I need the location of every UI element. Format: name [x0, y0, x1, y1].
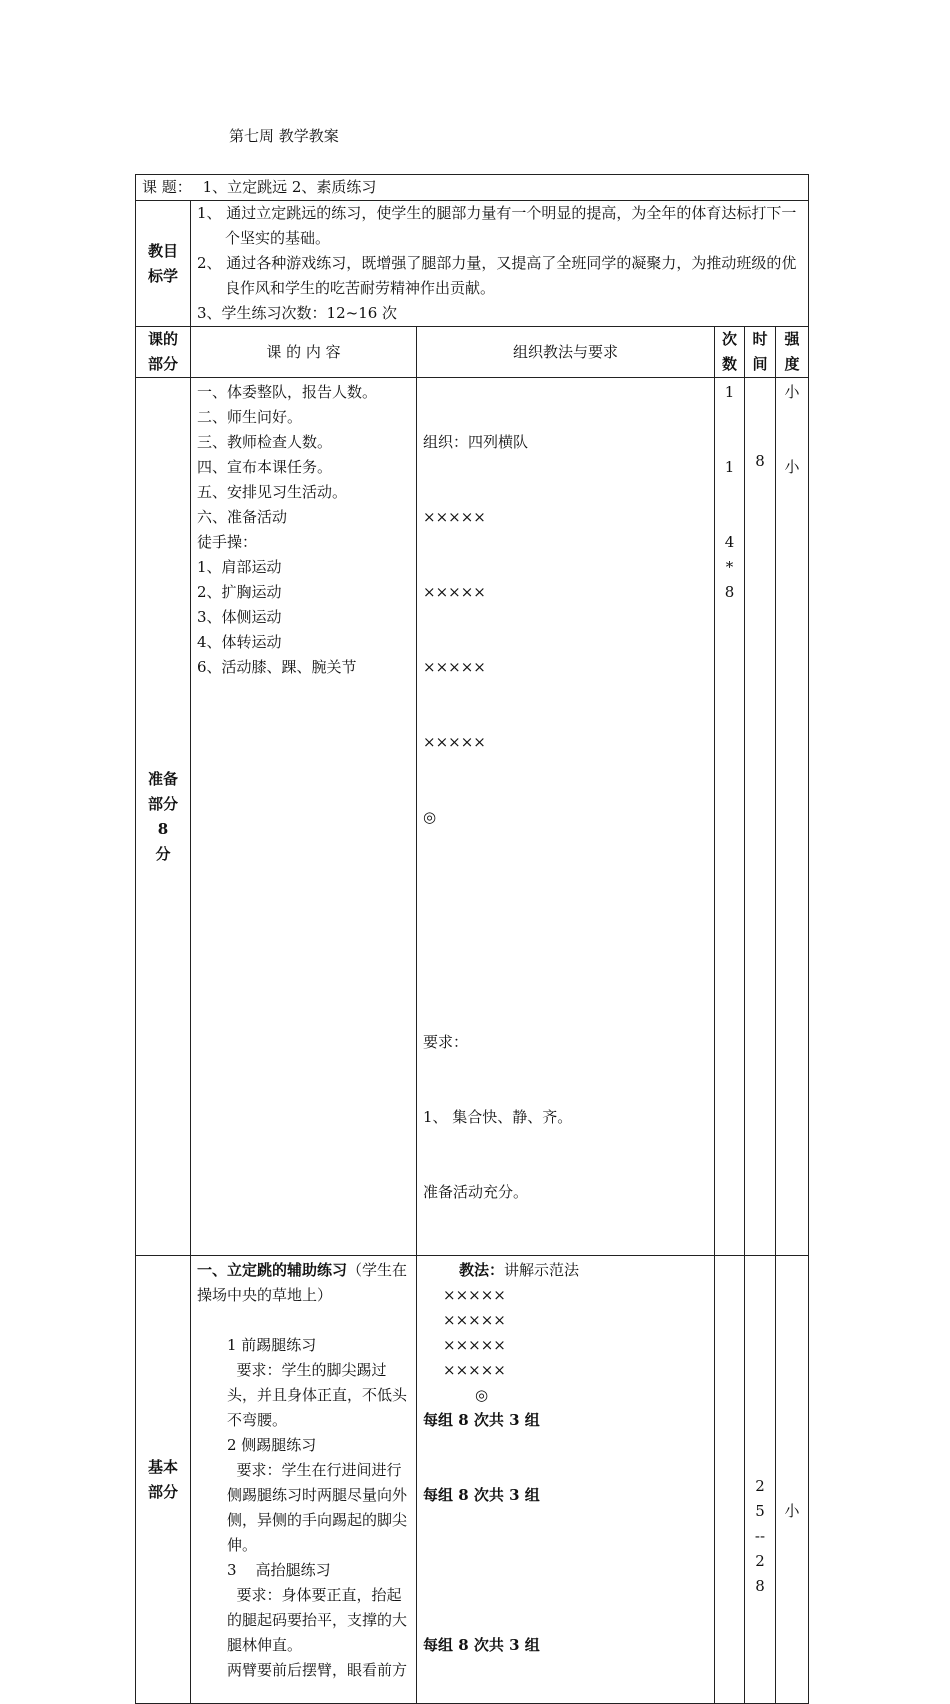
header-part: 课的 部分	[136, 327, 191, 378]
exercise-title: 2 侧踢腿练习	[227, 1436, 317, 1454]
basic-method: 教法：讲解示范法 ××××× ××××× ××××× ××××× ◎ 每组 8 次共 3 组 每组 8 次共 3 组 每组 8 次共 3 组	[417, 1256, 715, 1704]
prep-step: 徒手操：	[197, 533, 258, 551]
goal-item: 3、学生练习次数：12~16 次	[197, 304, 398, 322]
teacher-marker: ◎	[423, 808, 437, 826]
topic-row	[136, 175, 809, 201]
header-time: 时 间	[745, 327, 776, 378]
topic-value: 1、立定跳远 2、素质练习	[202, 178, 377, 196]
basic-row	[136, 1256, 809, 1704]
formation-row: ×××××	[423, 733, 486, 751]
header-content: 课 的 内 容	[191, 327, 417, 378]
header-count: 次 数	[715, 327, 745, 378]
header-method: 组织教法与要求	[417, 327, 715, 378]
formation-row: ×××××	[423, 583, 486, 601]
goals-label: 教目 标学	[136, 201, 191, 327]
basic-intensity: 小	[776, 1256, 809, 1704]
prep-content	[191, 378, 417, 1256]
exercise-requirement: 要求：身体要正直，抬起的腿起码要抬平，支撑的大腿林伸直。	[227, 1586, 408, 1654]
exercise-requirement: 要求：学生的脚尖踢过头，并且身体正直，不低头不弯腰。	[227, 1361, 408, 1429]
prep-label: 准备 部分 8 分	[136, 378, 191, 1256]
prep-method: 组织：四列横队 ××××× ××××× ××××× ××××× ◎ 要求： 1、 集合快、静、齐。 准备活动充分。	[417, 378, 715, 1256]
group-note: 每组 8 次共 3 组	[423, 1486, 540, 1504]
prep-row	[136, 378, 809, 1256]
goals-row	[136, 201, 809, 327]
prep-step: 五、安排见习生活动。	[197, 483, 348, 501]
formation-row: ×××××	[443, 1286, 506, 1304]
group-note: 每组 8 次共 3 组	[423, 1411, 540, 1429]
prep-step: 4、体转运动	[197, 633, 282, 651]
basic-content	[191, 1256, 417, 1704]
exercise-note: 两臂要前后摆臂，眼看前方	[227, 1661, 408, 1679]
goal-item: 1、 通过立定跳远的练习，使学生的腿部力量有一个明显的提高，为全年的体育达标打下一个坚实的基础。	[197, 204, 797, 247]
prep-step: 一、体委整队，报告人数。	[197, 383, 378, 401]
exercise-title: 1 前踢腿练习	[227, 1336, 317, 1354]
header-intensity: 强 度	[776, 327, 809, 378]
goals-list	[191, 201, 809, 327]
lesson-plan-table	[135, 174, 809, 1704]
prep-intensity: 小 小	[776, 378, 809, 1256]
prep-step: 6、活动膝、踝、腕关节	[197, 658, 357, 676]
formation-row: ×××××	[443, 1311, 506, 1329]
prep-step: 六、准备活动	[197, 508, 288, 526]
formation-row: ×××××	[423, 508, 486, 526]
formation-row: ×××××	[443, 1336, 506, 1354]
group-note: 每组 8 次共 3 组	[423, 1636, 540, 1654]
prep-step: 2、扩胸运动	[197, 583, 282, 601]
prep-step: 1、肩部运动	[197, 558, 282, 576]
prep-step: 四、宣布本课任务。	[197, 458, 333, 476]
header-row	[136, 327, 809, 378]
prep-time: 8	[745, 378, 776, 1256]
prep-count: 1 1 4 * 8	[715, 378, 745, 1256]
prep-step: 二、师生问好。	[197, 408, 303, 426]
formation-row: ×××××	[443, 1361, 506, 1379]
exercise-title: 3 高抬腿练习	[227, 1561, 331, 1579]
formation-row: ×××××	[423, 658, 486, 676]
exercise-requirement: 要求：学生在行进间进行侧踢腿练习时两腿尽量向外侧，异侧的手向踢起的脚尖伸。	[227, 1461, 408, 1554]
topic-label: 课 题：	[142, 178, 192, 196]
page-title: 第七周 教学教案	[229, 127, 339, 145]
basic-heading: 一、立定跳的辅助练习（学生在操场中央的草地上）	[197, 1261, 408, 1304]
prep-step: 三、教师检查人数。	[197, 433, 333, 451]
basic-time: 2 5 -- 2 8	[745, 1256, 776, 1704]
basic-count	[715, 1256, 745, 1704]
goal-item: 2、 通过各种游戏练习，既增强了腿部力量，又提高了全班同学的凝聚力，为推动班级的优良作风和学生的吃苦耐劳精神作出贡献。	[197, 254, 797, 297]
prep-step: 3、体侧运动	[197, 608, 282, 626]
teacher-marker: ◎	[475, 1386, 489, 1404]
basic-label: 基本 部分	[136, 1256, 191, 1704]
